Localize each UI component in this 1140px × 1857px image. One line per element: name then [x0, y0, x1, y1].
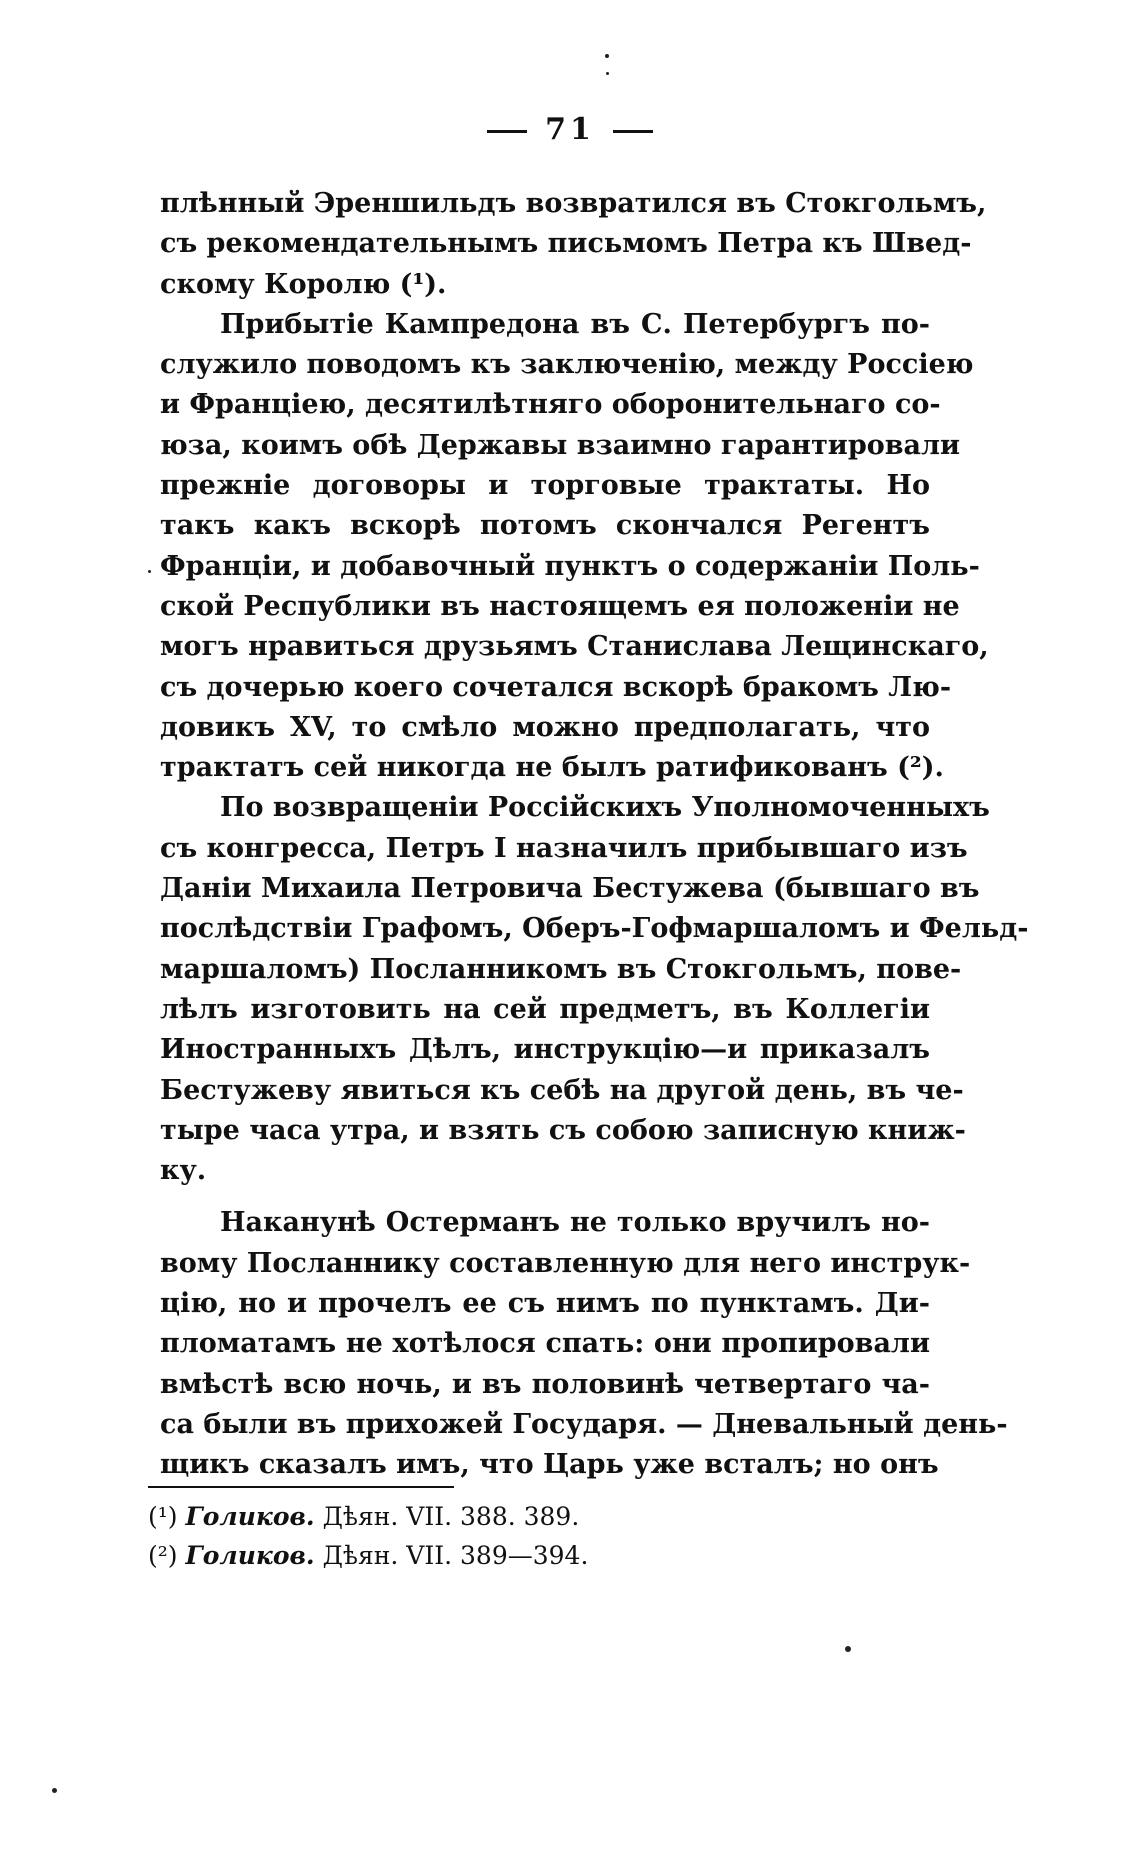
header-dash-left	[487, 130, 527, 133]
body-text	[160, 184, 1029, 1486]
text-line: цію, но и прочелъ ее съ нимъ по пунктамъ. Ди-	[160, 1288, 930, 1320]
scan-speck	[148, 570, 151, 573]
page-header	[0, 112, 1140, 147]
text-line: Даніи Михаила Петровича Бестужева (бывшаго въ	[160, 873, 980, 905]
text-line: довикъ XV, то смѣло можно предполагать, что	[160, 711, 930, 743]
paragraph-first-line: По возвращеніи Россійскихъ Уполномоченныхъ	[220, 792, 990, 824]
scan-speck	[845, 1646, 851, 1652]
scan-speck	[606, 72, 609, 75]
scan-speck	[52, 1788, 57, 1793]
footnote-source: Голиков.	[185, 1502, 315, 1531]
text-line: и Франціею, десятилѣтняго оборонительнаго со-	[160, 389, 941, 421]
text-line: пломатамъ не хотѣлося спать: они пропировали	[160, 1328, 930, 1360]
text-line: ку.	[160, 1155, 207, 1187]
footnote-marker: (¹)	[148, 1502, 178, 1531]
footnote-2	[148, 1536, 848, 1575]
text-line: прежніе договоры и торговые трактаты. Но	[160, 470, 930, 502]
text-line: вмѣстѣ всю ночь, и въ половинѣ четвертаго ча-	[160, 1368, 930, 1400]
text-line: плѣнный Эреншильдъ возвратился въ Стокгольмъ,	[160, 188, 987, 219]
text-line: вому Посланнику составленную для него инструк-	[160, 1247, 971, 1279]
text-line: лѣлъ изготовить на сей предметъ, въ Коллегіи	[160, 993, 930, 1025]
footnote-reference: Дѣян. VII. 389—394.	[322, 1541, 589, 1570]
header-dash-right	[613, 130, 653, 133]
text-line: могъ нравиться друзьямъ Станислава Лещинскаго,	[160, 631, 989, 663]
text-line: скому Королю (¹).	[160, 268, 447, 300]
text-line: щикъ сказалъ имъ, что Царь уже всталъ; но онъ	[160, 1449, 939, 1481]
page-number: 71	[545, 112, 595, 147]
text-line: служило поводомъ къ заключенію, между Россіею	[160, 349, 974, 381]
paragraph-first-line: Наканунѣ Остерманъ не только вручилъ но-	[220, 1207, 930, 1239]
text-line: съ конгресса, Петръ I назначилъ прибывшаго изъ	[160, 832, 968, 864]
text-line: послѣдствіи Графомъ, Оберъ-Гофмаршаломъ и Фельд-	[160, 913, 1029, 945]
footnote-marker: (²)	[148, 1541, 178, 1570]
footnote-reference: Дѣян. VII. 388. 389.	[322, 1502, 580, 1531]
text-line: маршаломъ) Посланникомъ въ Стокгольмъ, пове-	[160, 953, 962, 985]
paragraph-first-line: Прибытіе Кампредона въ С. Петербургъ по-	[220, 308, 930, 340]
text-line: такъ какъ вскорѣ потомъ скончался Регентъ	[160, 510, 930, 542]
scan-speck	[605, 54, 609, 58]
text-line: трактатъ сей никогда не былъ ратификованъ (²).	[160, 752, 944, 784]
footnotes	[148, 1497, 848, 1575]
text-line: ской Республики въ настоящемъ ея положеніи не	[160, 590, 960, 622]
text-line: Бестужеву явиться къ себѣ на другой день, въ че-	[160, 1074, 964, 1106]
text-line: са были въ прихожей Государя. — Дневальный день-	[160, 1408, 1008, 1440]
footnote-1	[148, 1497, 848, 1536]
text-line: Иностранныхъ Дѣлъ, инструкцію—и приказалъ	[160, 1034, 930, 1066]
text-line: юза, коимъ обѣ Державы взаимно гарантировали	[160, 429, 961, 461]
text-line: Франціи, и добавочный пунктъ о содержаніи Поль-	[160, 550, 980, 582]
footnote-divider	[148, 1486, 454, 1488]
text-line: съ дочерью коего сочетался вскорѣ бракомъ Лю-	[160, 671, 952, 703]
footnote-source: Голиков.	[185, 1541, 315, 1570]
text-line: съ рекомендательнымъ письмомъ Петра къ Швед-	[160, 228, 972, 260]
text-line: тыре часа утра, и взять съ собою записную книж-	[160, 1114, 966, 1146]
